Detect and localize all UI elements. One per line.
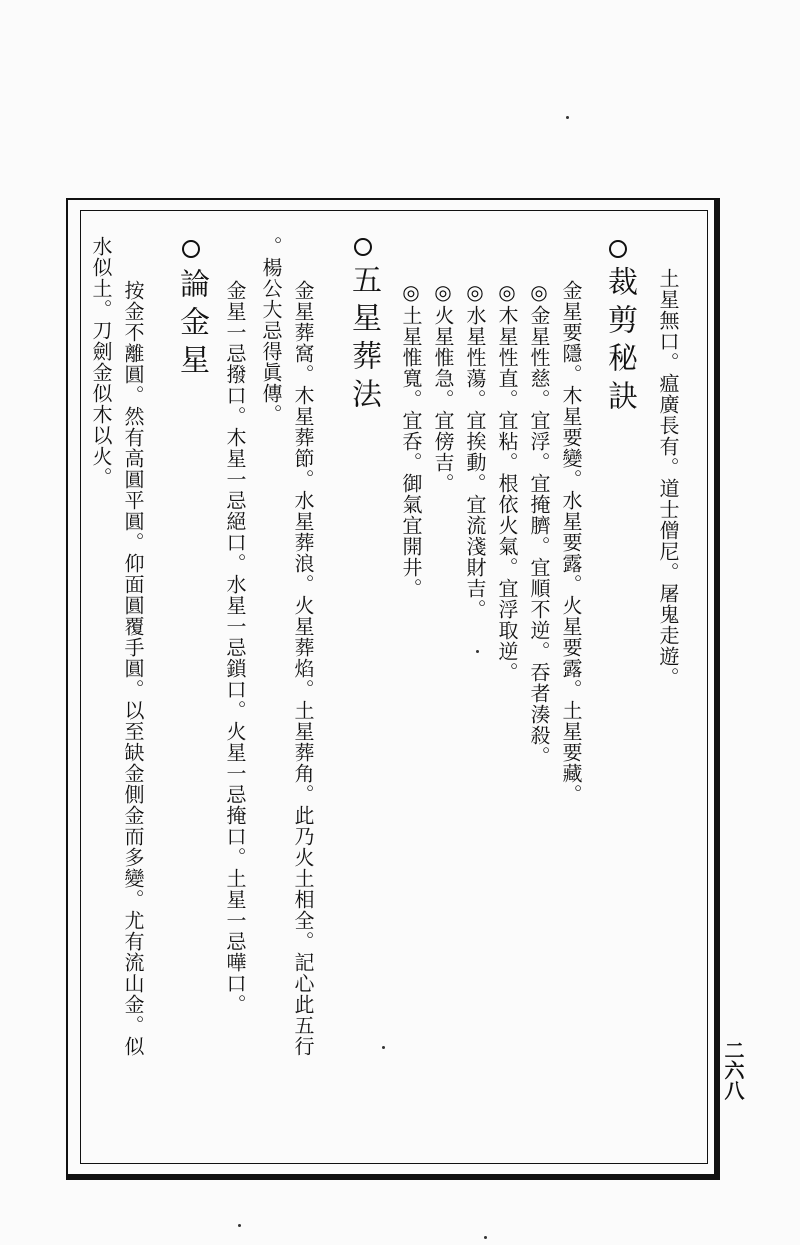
circle-marker-icon (609, 240, 627, 258)
scan-speck (238, 1224, 241, 1227)
text-line-5: ◎木星性直。宜粘。根依火氣。宜浮取逆。 (495, 280, 519, 683)
text-line-7: ◎火星惟急。宜傍吉。 (431, 280, 455, 494)
scan-speck (476, 650, 479, 653)
text-line-10: 金星葬窩。木星葬節。水星葬浪。火星葬焰。土星葬角。此乃火土相全。記心此五行 (291, 280, 315, 1057)
circle-marker-icon (354, 238, 372, 256)
text-line-11: 。楊公大忌得眞傳。 (259, 236, 283, 425)
section-heading-five-stars-burial: 五星葬法 (346, 264, 381, 416)
text-line-8: ◎土星惟寬。宜呑。御氣宜開井。 (399, 280, 423, 599)
scan-speck (382, 1046, 385, 1049)
scan-speck (566, 116, 569, 119)
text-line-6: ◎水星性蕩。宜挨動。宜流淺財吉。 (463, 280, 487, 620)
scan-speck (484, 1236, 487, 1239)
text-line-15: 水似土。刀劍金似木以火。 (89, 236, 113, 488)
page-number: 二六八 (721, 1040, 745, 1100)
circle-marker-icon (182, 240, 200, 258)
section-heading-on-metal-star: 論金星 (174, 268, 209, 382)
text-line-4: ◎金星性慈。宜浮。宜掩臍。宜順不逆。吞者湊殺。 (527, 280, 551, 767)
text-line-14: 按金不離圓。然有高圓平圓。仰面圓覆手圓。以至缺金側金而多變。尤有流山金。似 (121, 280, 145, 1057)
text-line-3: 金星要隱。木星要變。水星要露。火星要露。土星要藏。 (559, 280, 583, 805)
text-line-12: 金星一忌撥口。木星一忌絕口。水星一忌鎖口。火星一忌掩口。土星一忌嘩口。 (223, 280, 247, 1015)
section-heading-cutting-secrets: 裁剪秘訣 (602, 266, 637, 418)
text-line-1: 土星無口。瘟廣長有。道士僧尼。屠鬼走遊。 (656, 268, 680, 688)
